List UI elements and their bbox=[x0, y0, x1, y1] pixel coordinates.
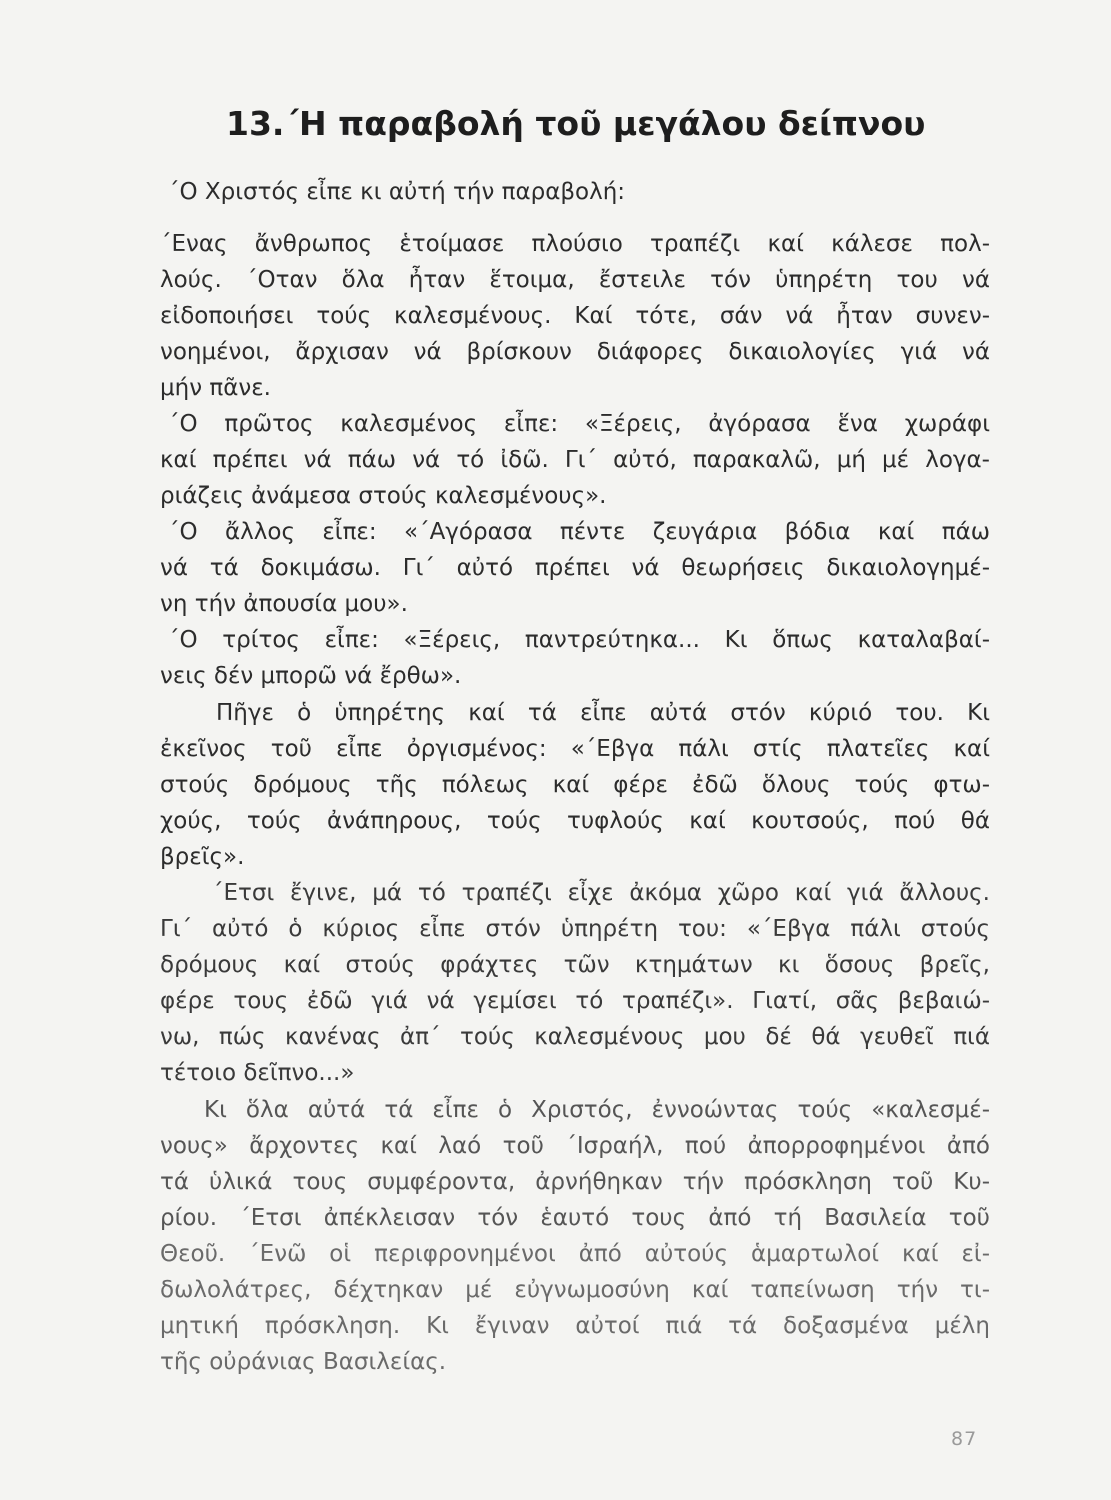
text-line: φέρε τους ἐδῶ γιά νά γεμίσει τό τραπέζι». Γιατί, σᾶς βεβαιώ- bbox=[160, 988, 990, 1014]
text-line: ΄Ετσι ἔγινε, μά τό τραπέζι εἶχε ἀκόμα χῶρο καί γιά ἄλλους. bbox=[212, 880, 990, 906]
text-line: ριάζεις ἀνάμεσα στούς καλεσμένους». bbox=[160, 483, 607, 509]
text-line: λούς. ΄Οταν ὅλα ἦταν ἕτοιμα, ἔστειλε τόν ὑπηρέτη του νά bbox=[160, 267, 990, 293]
text-line: Κι ὅλα αὐτά τά εἶπε ὁ Χριστός, ἐννοώντας τούς «καλεσμέ- bbox=[204, 1097, 990, 1123]
page-number: 87 bbox=[951, 1428, 978, 1450]
text-line: ΄Ενας ἄνθρωπος ἑτοίμασε πλούσιο τραπέζι καί κάλεσε πολ- bbox=[160, 231, 990, 257]
text-line: τέτοιο δεῖπνο...» bbox=[160, 1060, 355, 1086]
chapter-title: 13.΄Η παραβολή τοῦ μεγάλου δείπνου bbox=[226, 104, 926, 143]
text-line: νοημένοι, ἄρχισαν νά βρίσκουν διάφορες δικαιολογίες γιά νά bbox=[160, 339, 990, 365]
text-line: στούς δρόμους τῆς πόλεως καί φέρε ἐδῶ ὅλους τούς φτω- bbox=[160, 772, 990, 798]
text-line: ΄Ο πρῶτος καλεσμένος εἶπε: «Ξέρεις, ἀγόρασα ἕνα χωράφι bbox=[168, 411, 990, 437]
text-line: βρεῖς». bbox=[160, 844, 245, 870]
text-line: δρόμους καί στούς φράχτες τῶν κτημάτων κι ὅσους βρεῖς, bbox=[160, 952, 990, 978]
text-line: νά τά δοκιμάσω. Γι΄ αὐτό πρέπει νά θεωρήσεις δικαιολογημέ- bbox=[160, 555, 990, 581]
text-line: τῆς οὐράνιας Βασιλείας. bbox=[160, 1349, 447, 1375]
text-line: ρίου. ΄Ετσι ἀπέκλεισαν τόν ἑαυτό τους ἀπό τή Βασιλεία τοῦ bbox=[160, 1205, 990, 1231]
text-line: εἰδοποιήσει τούς καλεσμένους. Καί τότε, σάν νά ἦταν συνεν- bbox=[160, 303, 990, 329]
text-line: Πῆγε ὁ ὑπηρέτης καί τά εἶπε αὐτά στόν κύριό του. Κι bbox=[216, 700, 990, 726]
text-line: Γι΄ αὐτό ὁ κύριος εἶπε στόν ὑπηρέτη του: «΄Εβγα πάλι στούς bbox=[160, 916, 990, 942]
text-line: χούς, τούς ἀνάπηρους, τούς τυφλούς καί κουτσούς, πού θά bbox=[160, 808, 990, 834]
text-line: νους» ἄρχοντες καί λαό τοῦ ΄Ισραήλ, πού ἀπορροφημένοι ἀπό bbox=[160, 1133, 990, 1159]
text-line: ἐκεῖνος τοῦ εἶπε ὀργισμένος: «΄Εβγα πάλι στίς πλατεῖες καί bbox=[160, 736, 990, 762]
text-line: ΄Ο ἄλλος εἶπε: «΄Αγόρασα πέντε ζευγάρια βόδια καί πάω bbox=[168, 519, 990, 545]
text-line: ΄Ο Χριστός εἶπε κι αὐτή τήν παραβολή: bbox=[168, 179, 626, 205]
text-line: τά ὑλικά τους συμφέροντα, ἀρνήθηκαν τήν πρόσκληση τοῦ Κυ- bbox=[160, 1169, 990, 1195]
text-line: νη τήν ἀπουσία μου». bbox=[160, 591, 408, 617]
text-line: νω, πώς κανένας ἀπ΄ τούς καλεσμένους μου δέ θά γευθεῖ πιά bbox=[160, 1024, 990, 1050]
text-line: ΄Ο τρίτος εἶπε: «Ξέρεις, παντρεύτηκα... Κι ὅπως καταλαβαί- bbox=[168, 627, 990, 653]
text-line: μητική πρόσκληση. Κι ἔγιναν αὐτοί πιά τά δοξασμένα μέλη bbox=[160, 1313, 990, 1339]
text-line: καί πρέπει νά πάω νά τό ἰδῶ. Γι΄ αὐτό, παρακαλῶ, μή μέ λογα- bbox=[160, 447, 990, 473]
text-line: δωλολάτρες, δέχτηκαν μέ εὐγνωμοσύνη καί ταπείνωση τήν τι- bbox=[160, 1277, 990, 1303]
text-line: μήν πᾶνε. bbox=[160, 375, 271, 401]
text-line: Θεοῦ. ΄Ενῶ οἱ περιφρονημένοι ἀπό αὐτούς ἁμαρτωλοί καί εἰ- bbox=[160, 1241, 990, 1267]
text-line: νεις δέν μπορῶ νά ἔρθω». bbox=[160, 663, 462, 689]
